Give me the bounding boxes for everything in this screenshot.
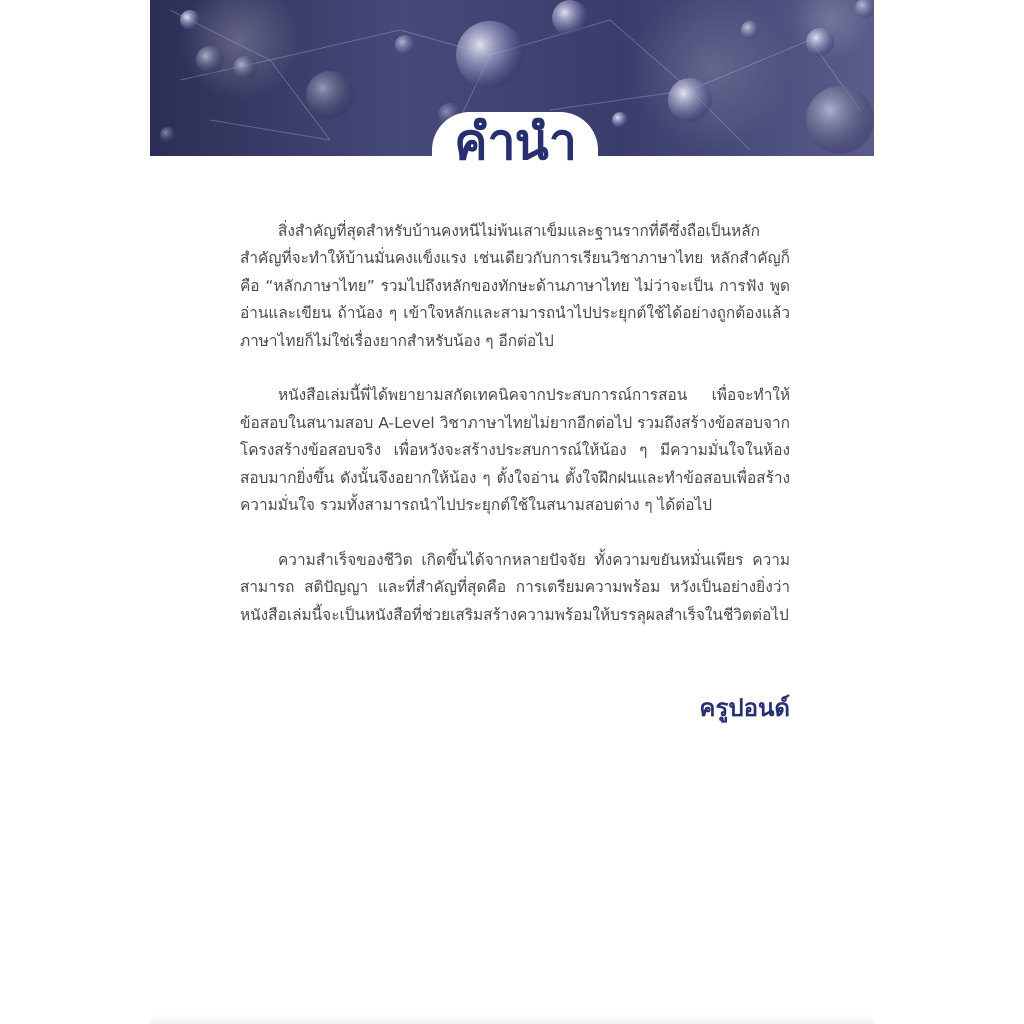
- preface-body: [240, 218, 790, 656]
- paragraph-1: สิ่งสำคัญที่สุดสำหรับบ้านคงหนีไม่พ้นเสาเข็มและฐานรากที่ดีซึ่งถือเป็นหลักสำคัญที่จะทำให้บ้านมั่นคงแข็งแรง เช่นเดียวกับการเรียนวิชาภาษาไทย หลักสำคัญก็คือ “หลักภาษาไทย” รวมไปถึงหลักของทักษะด้านภาษาไทย ไม่ว่าจะเป็น การฟัง พูด อ่านและเขียน ถ้าน้อง ๆ เข้าใจหลักและสามารถนำไปประยุกต์ใช้ได้อย่างถูกต้องแล้ว ภาษาไทยก็ไม่ใช่เรื่องยากสำหรับน้อง ๆ อีกต่อไป: [240, 222, 790, 350]
- page-title: คำนำ: [454, 113, 576, 171]
- page-bottom-edge: [150, 1014, 874, 1024]
- paragraph-3: ความสำเร็จของชีวิต เกิดขึ้นได้จากหลายปัจจัย ทั้งความขยันหมั่นเพียร ความสามารถ สติปัญญา และที่สำคัญที่สุดคือ การเตรียมความพร้อม หวังเป็นอย่างยิ่งว่าหนังสือเล่มนี้จะเป็นหนังสือที่ช่วยเสริมสร้างความพร้อมให้บรรลุผลสำเร็จในชีวิตต่อไป: [240, 550, 790, 624]
- paragraph-2: หนังสือเล่มนี้พี่ได้พยายามสกัดเทคนิคจากประสบการณ์การสอน เพื่อจะทำให้ข้อสอบในสนามสอบ A-Level วิชาภาษาไทยไม่ยากอีกต่อไป รวมถึงสร้างข้อสอบจากโครงสร้างข้อสอบจริง เพื่อหวังจะสร้างประสบการณ์ให้น้อง ๆ มีความมั่นใจในห้องสอบมากยิ่งขึ้น ดังนั้นจึงอยากให้น้อง ๆ ตั้งใจอ่าน ตั้งใจฝึกฝนและทำข้อสอบเพื่อสร้างความมั่นใจ รวมทั้งสามารถนำไปประยุกต์ใช้ในสนามสอบต่าง ๆ ได้ต่อไป: [240, 386, 790, 515]
- author-signature: ครูปอนด์: [699, 694, 790, 722]
